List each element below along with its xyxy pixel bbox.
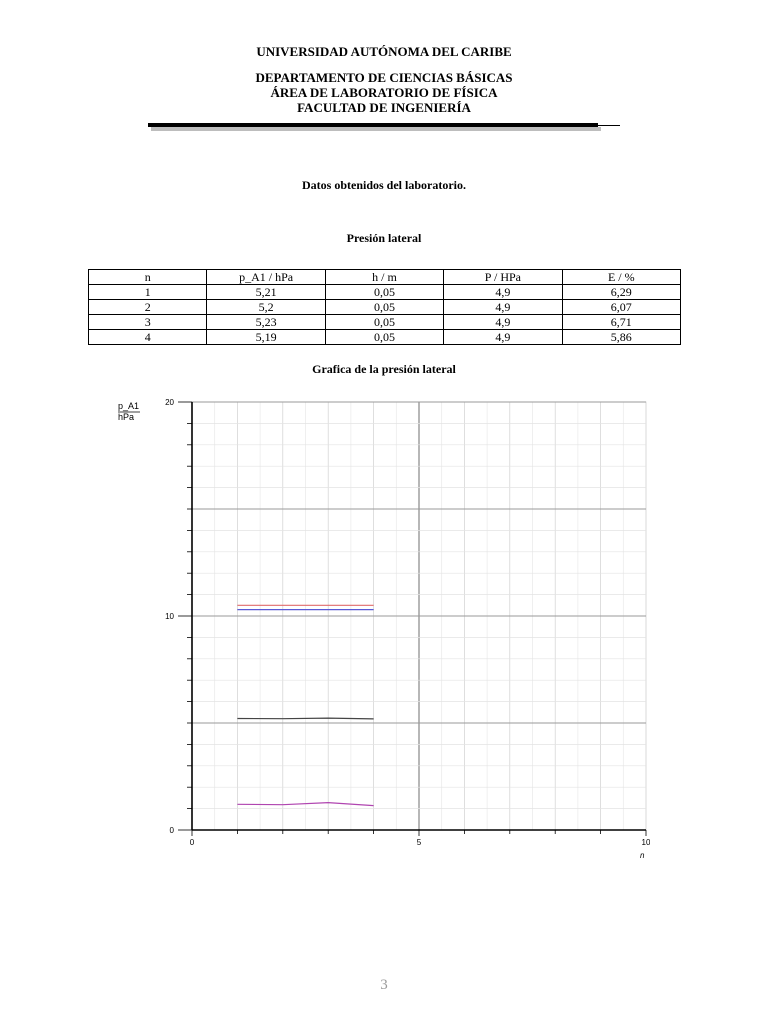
column-header-n: n bbox=[89, 270, 207, 285]
x-tick-label: 5 bbox=[416, 838, 422, 847]
table-cell: 4,9 bbox=[444, 300, 562, 315]
table-cell: 2 bbox=[89, 300, 207, 315]
table-cell: 5,21 bbox=[207, 285, 325, 300]
table-cell: 4,9 bbox=[444, 315, 562, 330]
table-row bbox=[89, 300, 681, 315]
column-header-error: E / % bbox=[562, 270, 680, 285]
y-axis-label-top: p_A1 bbox=[118, 401, 140, 411]
table-cell: 4 bbox=[89, 330, 207, 345]
y-axis-label-bottom: hPa bbox=[118, 412, 135, 422]
table-cell: 3 bbox=[89, 315, 207, 330]
chart-title: Grafica de la presión lateral bbox=[312, 362, 456, 376]
table-cell: 0,05 bbox=[325, 300, 443, 315]
y-tick-label: 0 bbox=[169, 826, 174, 835]
table-cell: 5,2 bbox=[207, 300, 325, 315]
header-rule-shadow bbox=[151, 127, 601, 131]
table-cell: 6,71 bbox=[562, 315, 680, 330]
y-tick-label: 20 bbox=[165, 398, 174, 407]
table-cell: 5,86 bbox=[562, 330, 680, 345]
table-cell: 0,05 bbox=[325, 330, 443, 345]
document-header bbox=[0, 44, 768, 115]
section-title: Presión lateral bbox=[346, 231, 422, 245]
pressure-chart bbox=[110, 395, 650, 860]
header-rule bbox=[148, 123, 598, 127]
table-cell: 0,05 bbox=[325, 285, 443, 300]
table-cell: 4,9 bbox=[444, 330, 562, 345]
x-tick-label: 10 bbox=[641, 838, 650, 847]
page-number: 3 bbox=[380, 977, 388, 993]
intro-title: Datos obtenidos del laboratorio. bbox=[301, 178, 466, 192]
table-cell: 5,19 bbox=[207, 330, 325, 345]
table-row bbox=[89, 330, 681, 345]
area-name: ÁREA DE LABORATORIO DE FÍSICA bbox=[270, 85, 498, 100]
y-tick-label: 10 bbox=[165, 612, 174, 621]
table-header-row bbox=[89, 270, 681, 285]
table-cell: 0,05 bbox=[325, 315, 443, 330]
column-header-height: h / m bbox=[325, 270, 443, 285]
column-header-pressure: p_A1 / hPa bbox=[207, 270, 325, 285]
header-rule-tail bbox=[598, 125, 620, 126]
university-name: UNIVERSIDAD AUTÓNOMA DEL CARIBE bbox=[256, 44, 512, 59]
department-name: DEPARTAMENTO DE CIENCIAS BÁSICAS bbox=[255, 70, 513, 85]
table-cell: 1 bbox=[89, 285, 207, 300]
data-table bbox=[88, 269, 681, 345]
series-line-3 bbox=[237, 718, 373, 719]
table-cell: 6,29 bbox=[562, 285, 680, 300]
table-row bbox=[89, 315, 681, 330]
chart-grid bbox=[192, 402, 646, 830]
table-cell: 4,9 bbox=[444, 285, 562, 300]
x-tick-label: 0 bbox=[189, 838, 195, 847]
x-axis-label: n bbox=[640, 851, 645, 860]
table-cell: 6,07 bbox=[562, 300, 680, 315]
table-cell: 5,23 bbox=[207, 315, 325, 330]
table-row bbox=[89, 285, 681, 300]
faculty-name: FACULTAD DE INGENIERÍA bbox=[297, 100, 471, 115]
column-header-P: P / HPa bbox=[444, 270, 562, 285]
